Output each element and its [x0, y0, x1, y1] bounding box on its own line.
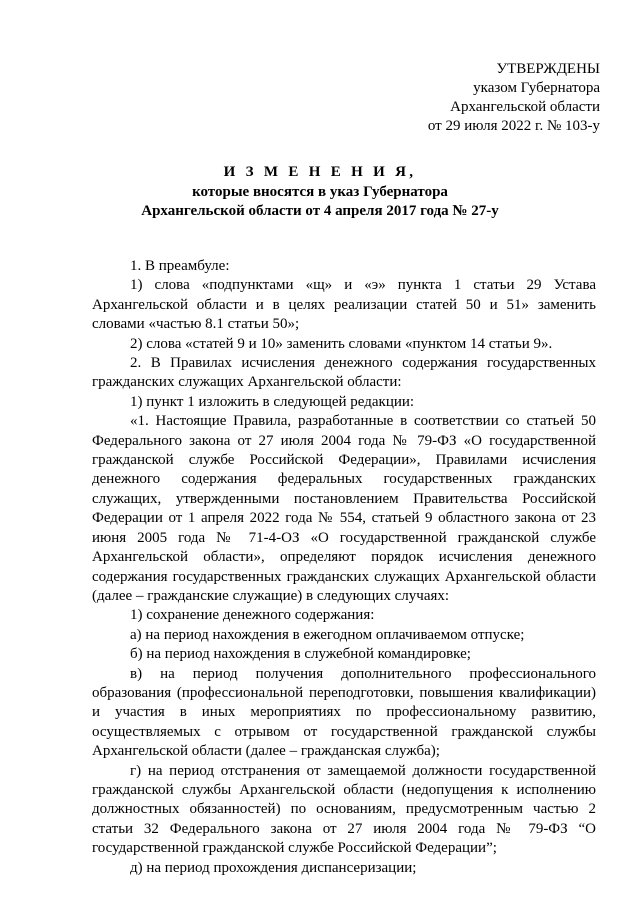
- paragraph-sub-b: б) на период нахождения в служебной командировке;: [130, 646, 471, 663]
- document-body: [92, 257, 596, 878]
- paragraph-rules-item-1: 1) пункт 1 изложить в следующей редакции:: [130, 393, 415, 410]
- title-subtitle-line-2: Архангельской области от 4 апреля 2017 года № 27-у: [141, 203, 499, 219]
- paragraph-new-wording: «1. Настоящие Правила, разработанные в соответствии со статьей 50 Федерального закона от 27 июля 2004 года № 79-ФЗ «О государственной гражданской службе Российской Федерации», Правилами исчисления денежного содержания федеральных государственных гражданских служащих, утвержденными постановлением Правительства Российской Федерации от 1 апреля 2022 года № 554, статьей 9 областного закона от 23 июня 2005 года № 71-4-ОЗ «О государственной гражданской службе Архангельской области», определяют порядок исчисления денежного содержания государственных гражданских служащих Архангельской области (далее – гражданские служащие) в следующих случаях:: [92, 413, 596, 604]
- approval-line-decree: указом Губернатора: [473, 80, 600, 96]
- paragraph-sub-d: д) на период прохождения диспансеризации;: [130, 859, 417, 876]
- paragraph-item-2: 2) слова «статей 9 и 10» заменить словами «пунктом 14 статьи 9».: [130, 335, 553, 352]
- paragraph-sub-a: а) на период нахождения в ежегодном оплачиваемом отпуске;: [130, 626, 525, 643]
- paragraph-item-1: 1) слова «подпунктами «щ» и «э» пункта 1 статьи 29 Устава Архангельской области и в целях реализации статей 50 и 51» заменить словами «частью 8.1 статьи 50»;: [92, 277, 596, 333]
- paragraph-rules: 2. В Правилах исчисления денежного содержания государственных гражданских служащих Архангельской области:: [92, 355, 596, 391]
- paragraph-sub-v: в) на период получения дополнительного профессионального образования (профессиональной переподготовки, повышения квалификации) и участия в иных мероприятиях по профессиональному развитию, осуществляемых с отрывом от государственной гражданской службы Архангельской области (далее – гражданская служба);: [92, 665, 596, 760]
- approval-line-date: от 29 июля 2022 г. № 103-у: [427, 118, 600, 134]
- document-title: [0, 163, 640, 222]
- approval-line-region: Архангельской области: [450, 99, 600, 115]
- title-subtitle-line-1: которые вносятся в указ Губернатора: [192, 183, 448, 200]
- title-heading: И З М Е Н Е Н И Я,: [223, 164, 417, 180]
- approval-line-approved: УТВЕРЖДЕНЫ: [496, 61, 600, 77]
- paragraph-preamble: 1. В преамбуле:: [130, 258, 230, 274]
- paragraph-sub-g: г) на период отстранения от замещаемой должности государственной гражданской службы Архангельской области (недопущения к исполнению должностных обязанностей) по основаниям, предусмотренным частью 2 статьи 32 Федерального закона от 27 июля 2004 года № 79-ФЗ “О государственной гражданской службе Российской Федерации”;: [92, 762, 596, 857]
- paragraph-salary-retention: 1) сохранение денежного содержания:: [130, 607, 375, 624]
- approval-stamp: [360, 60, 600, 136]
